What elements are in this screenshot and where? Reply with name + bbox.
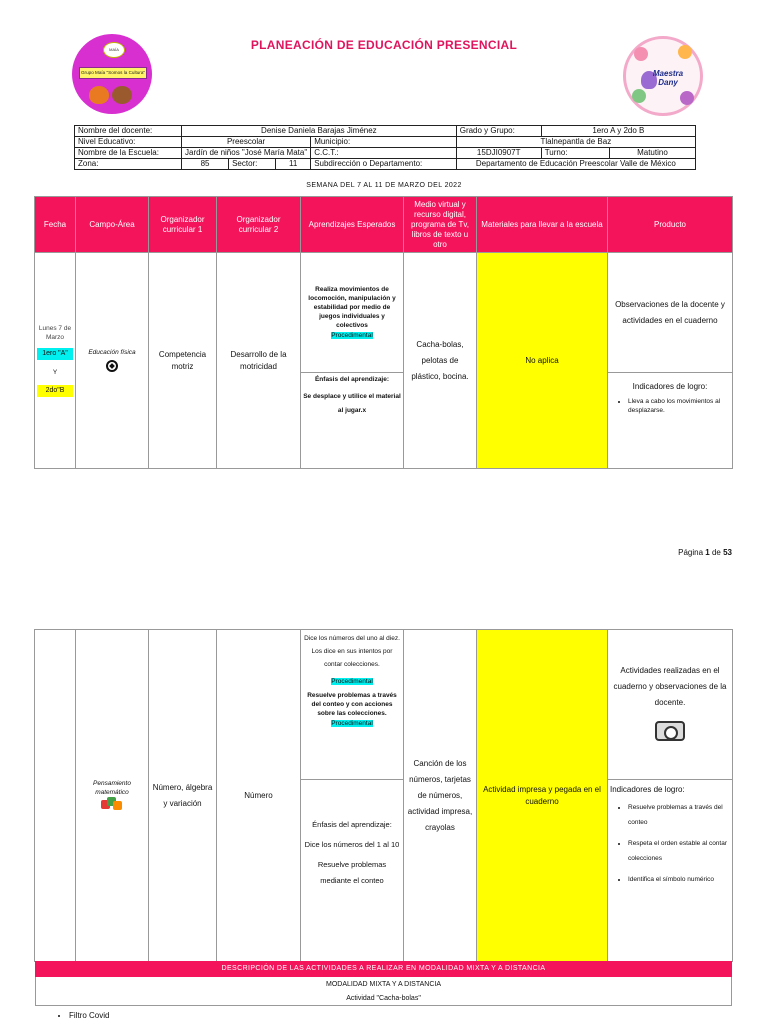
indicadores-cell — [608, 373, 733, 469]
col-header-campo: Campo-Área — [76, 197, 149, 253]
medio-cell: Cacha-bolas, pelotas de plástico, bocina. — [404, 253, 477, 469]
col-header-org1: Organizador curricular 1 — [149, 197, 217, 253]
plan-table-page1 — [34, 196, 733, 469]
campo-label: Educación física — [88, 348, 136, 356]
puzzle-icon — [101, 797, 123, 811]
actividad-list — [55, 1011, 109, 1020]
info-value: Jardín de niños "José María Mata" — [182, 148, 311, 159]
info-value: Denise Daniela Barajas Jiménez — [182, 126, 457, 137]
info-label: Sector: — [229, 159, 276, 170]
info-value: 1ero A y 2do B — [541, 126, 695, 137]
enfasis-label: Énfasis del aprendizaje: — [314, 376, 390, 383]
teacher-info-table — [74, 125, 696, 170]
week-label: SEMANA DEL 7 AL 11 DE MARZO DEL 2022 — [306, 182, 462, 189]
page-of: de — [711, 548, 721, 557]
school-logo — [72, 34, 152, 114]
enfasis-text: Resuelve problemas mediante el conteo — [317, 860, 387, 885]
fecha-cell — [35, 253, 76, 469]
indicadores-label: Indicadores de logro: — [632, 382, 708, 391]
info-label: Zona: — [75, 159, 182, 170]
flower-icon — [632, 89, 646, 103]
aprendizaje-text: Realiza movimientos de locomoción, manipulación y estabilidad por medio de juegos individuales y colectivos — [308, 286, 396, 329]
bear-icon — [112, 86, 132, 104]
camera-icon — [655, 721, 685, 741]
procedimental-tag: Procedimental — [331, 720, 373, 727]
page-number — [678, 548, 732, 557]
indicadores-label: Indicadores de logro: — [610, 785, 685, 794]
page-current: 1 — [705, 548, 710, 557]
campo-cell — [76, 630, 149, 962]
materiales-cell: Actividad impresa y pegada en el cuaderno — [477, 630, 608, 962]
info-value: Tlalnepantla de Baz — [456, 137, 695, 148]
org1-cell: Competencia motriz — [149, 253, 217, 469]
campo-label: Pensamiento matemático — [93, 779, 131, 796]
flower-icon — [678, 45, 692, 59]
page-title: PLANEACIÓN DE EDUCACIÓN PRESENCIAL — [250, 38, 518, 52]
indicador-item: • Resuelve problemas a través del conteo — [628, 800, 730, 830]
info-value: Departamento de Educación Preescolar Valle de México — [456, 159, 695, 170]
list-item: • Filtro Covid — [69, 1011, 109, 1020]
procedimental-tag: Procedimental — [331, 332, 373, 339]
fecha-cell — [35, 630, 76, 962]
info-label: C.C.T.: — [311, 148, 457, 159]
aprendizaje-text: Resuelve problemas a través del conteo y con acciones sobre las colecciones. — [307, 692, 397, 717]
modalidad-label: MODALIDAD MIXTA Y A DISTANCIA — [35, 977, 732, 994]
producto-cell — [608, 630, 733, 780]
producto-cell: Observaciones de la docente y actividades en el cuaderno — [608, 253, 733, 373]
info-label: Nombre del docente: — [75, 126, 182, 137]
flower-icon — [680, 91, 694, 105]
actividad-label: Actividad "Cacha-bolas" — [35, 993, 732, 1006]
info-value: Matutino — [609, 148, 695, 159]
indicadores-cell — [608, 780, 733, 962]
aprendizajes-cell — [301, 630, 404, 780]
col-header-aprendizajes: Aprendizajes Esperados — [301, 197, 404, 253]
soccer-ball-icon — [106, 360, 118, 372]
fox-icon — [89, 86, 109, 104]
info-label: Nombre de la Escuela: — [75, 148, 182, 159]
indicador-item: • Identifica el símbolo numérico — [628, 872, 730, 887]
aprendizaje-text: Dice los números del uno al diez. Los dice en sus intentos por contar colecciones. — [304, 635, 400, 668]
plan-table-page2 — [34, 629, 733, 962]
fecha-month: Marzo — [45, 334, 65, 341]
info-value: Preescolar — [182, 137, 311, 148]
flower-icon — [634, 47, 648, 61]
info-value: 85 — [182, 159, 229, 170]
info-value: 15DJI0907T — [456, 148, 541, 159]
indicador-item: • Respeta el orden estable al contar colecciones — [628, 836, 730, 866]
medio-cell: Canción de los números, tarjetas de números, actividad impresa, crayolas — [404, 630, 477, 962]
info-label: Grado y Grupo: — [456, 126, 541, 137]
aprendizajes-cell — [301, 253, 404, 373]
col-header-medio: Medio virtual y recurso digital, programa de Tv, libros de texto u otro — [404, 197, 477, 253]
col-header-materiales: Materiales para llevar a la escuela — [477, 197, 608, 253]
materiales-cell: No aplica — [477, 253, 608, 469]
col-header-fecha: Fecha — [35, 197, 76, 253]
producto-text: Actividades realizadas en el cuaderno y observaciones de la docente. — [613, 665, 727, 707]
descripcion-title: DESCRIPCIÓN DE LAS ACTIVIDADES A REALIZAR EN MODALIDAD MIXTA Y A DISTANCIA — [35, 961, 732, 977]
enfasis-label: Énfasis del aprendizaje: — [312, 820, 392, 829]
grupo-y: Y — [52, 369, 58, 376]
info-label: Nivel Educativo: — [75, 137, 182, 148]
procedimental-tag: Procedimental — [331, 678, 373, 685]
logo-badge: MAÍA — [103, 42, 125, 58]
col-header-producto: Producto — [608, 197, 733, 253]
info-value: 11 — [276, 159, 311, 170]
enfasis-text: Se desplace y utilice el material al jugar.x — [303, 393, 401, 414]
col-header-org2: Organizador curricular 2 — [217, 197, 301, 253]
enfasis-text: Dice los números del 1 al 10 — [304, 840, 400, 849]
logo-label: Maestra Dany — [652, 69, 684, 87]
page-prefix: Página — [678, 548, 704, 557]
page-total: 53 — [723, 548, 732, 557]
org2-cell: Desarrollo de la motricidad — [217, 253, 301, 469]
teacher-logo — [623, 36, 703, 116]
indicador-item: • Lleva a cabo los movimientos al desplazarse. — [628, 397, 730, 415]
campo-cell — [76, 253, 149, 469]
enfasis-cell — [301, 373, 404, 469]
info-label: Municipio: — [311, 137, 457, 148]
info-label: Subdirección o Departamento: — [311, 159, 457, 170]
grupo-a: 1ero "A" — [37, 348, 73, 360]
org2-cell: Número — [217, 630, 301, 962]
enfasis-cell — [301, 780, 404, 962]
grupo-b: 2do"B — [37, 385, 73, 397]
info-label: Turno: — [541, 148, 609, 159]
fecha-day: Lunes 7 de — [38, 325, 72, 332]
org1-cell: Número, álgebra y variación — [149, 630, 217, 962]
logo-banner: Grupo Maía "Somos la Cultura" — [79, 67, 147, 79]
